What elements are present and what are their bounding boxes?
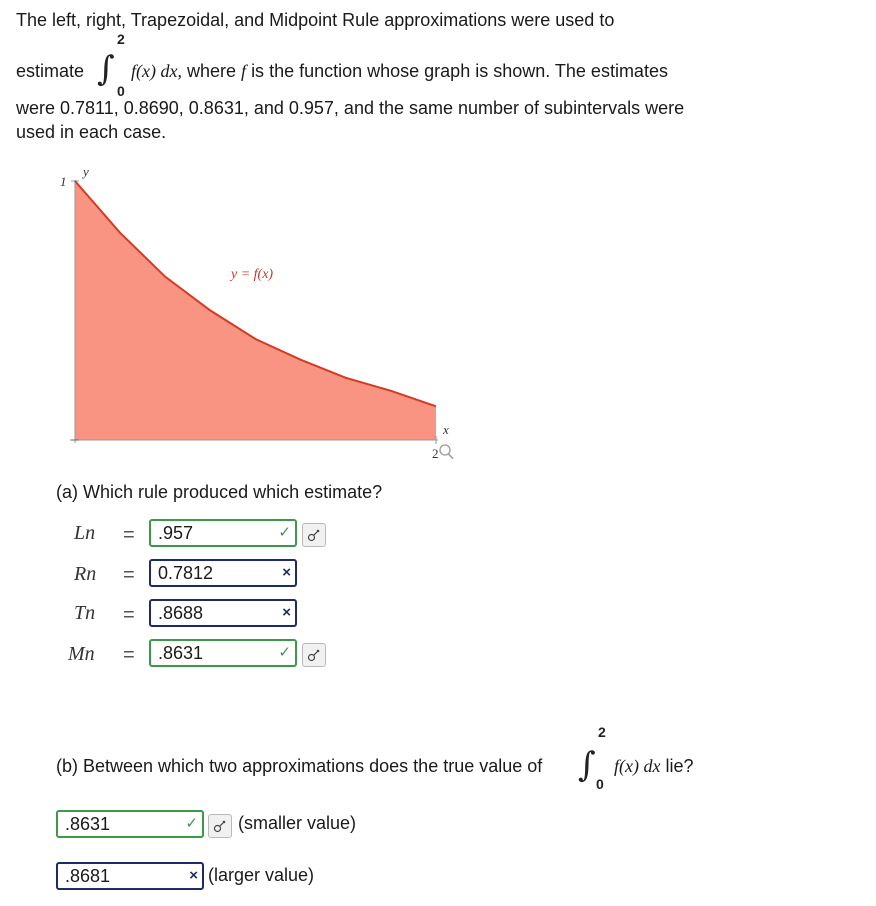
part-b-question-end: lie? xyxy=(665,756,694,776)
larger-value-caption: (larger value) xyxy=(208,865,315,885)
zoom-icon[interactable] xyxy=(440,445,453,459)
equals-sign: = xyxy=(123,524,135,546)
smaller-value: .8631 xyxy=(65,813,111,834)
check-icon: ✓ xyxy=(185,815,198,832)
equals-sign: = xyxy=(123,564,135,586)
ln-input[interactable] xyxy=(149,519,297,547)
problem-line-1: The left, right, Trapezoidal, and Midpoint Rule approximations were used to xyxy=(16,10,615,30)
larger-value: .8681 xyxy=(65,865,111,886)
integrand: f(x) dx, xyxy=(131,61,182,81)
part-a-question: (a) Which rule produced which estimate? xyxy=(56,482,383,502)
area-under-curve xyxy=(75,181,436,440)
cross-icon: × xyxy=(282,564,291,581)
mn-label: Mn xyxy=(68,643,95,665)
larger-value-input[interactable] xyxy=(56,862,204,890)
cross-icon: × xyxy=(282,604,291,621)
rn-input[interactable] xyxy=(149,559,297,587)
y-tick-label: 1 xyxy=(60,174,67,189)
check-icon: ✓ xyxy=(278,644,291,661)
estimate-word: estimate xyxy=(16,61,85,81)
part-b-upper-limit: 2 xyxy=(598,724,606,740)
problem-line-4: used in each case. xyxy=(16,122,167,142)
smaller-value-caption: (smaller value) xyxy=(238,813,357,833)
cross-icon: × xyxy=(189,867,198,884)
integral-sign: ∫ xyxy=(578,745,596,785)
x-tick-label: 2 xyxy=(432,446,439,461)
check-icon: ✓ xyxy=(278,524,291,541)
f-symbol: f xyxy=(241,61,247,81)
key-icon[interactable] xyxy=(208,814,232,838)
mn-input[interactable] xyxy=(149,639,297,667)
intro-lower-limit: 0 xyxy=(117,83,125,99)
curve-label: y = f(x) xyxy=(231,267,274,282)
rn-value: 0.7812 xyxy=(158,562,214,583)
tn-value: .8688 xyxy=(158,602,204,623)
part-b-question: (b) Between which two approximations does the true value of xyxy=(56,756,543,776)
where-word: where xyxy=(186,61,237,81)
problem-line-2-rest xyxy=(131,61,668,82)
function-graph xyxy=(50,160,470,470)
problem-line-2-tail: is the function whose graph is shown. The estimates xyxy=(251,61,668,81)
smaller-value-input[interactable] xyxy=(56,810,204,838)
ln-label: Ln xyxy=(74,522,96,544)
intro-upper-limit: 2 xyxy=(117,31,125,47)
tn-label: Tn xyxy=(74,602,96,624)
part-b-lower-limit: 0 xyxy=(596,776,604,792)
x-axis-label: x xyxy=(443,422,449,437)
problem-line-3: were 0.7811, 0.8690, 0.8631, and 0.957, and the same number of subintervals were xyxy=(16,98,685,118)
key-icon[interactable] xyxy=(302,643,326,667)
integral-sign: ∫ xyxy=(97,49,115,89)
equals-sign: = xyxy=(123,604,135,626)
problem-line-2 xyxy=(16,61,84,82)
equals-sign: = xyxy=(123,644,135,666)
y-axis-label: y xyxy=(83,164,89,179)
ln-value: .957 xyxy=(158,522,194,543)
part-b-integrand-line xyxy=(614,756,694,777)
key-icon[interactable] xyxy=(302,523,326,547)
rn-label: Rn xyxy=(74,563,97,585)
tn-input[interactable] xyxy=(149,599,297,627)
part-b-integrand: f(x) dx xyxy=(614,756,661,776)
mn-value: .8631 xyxy=(158,642,204,663)
